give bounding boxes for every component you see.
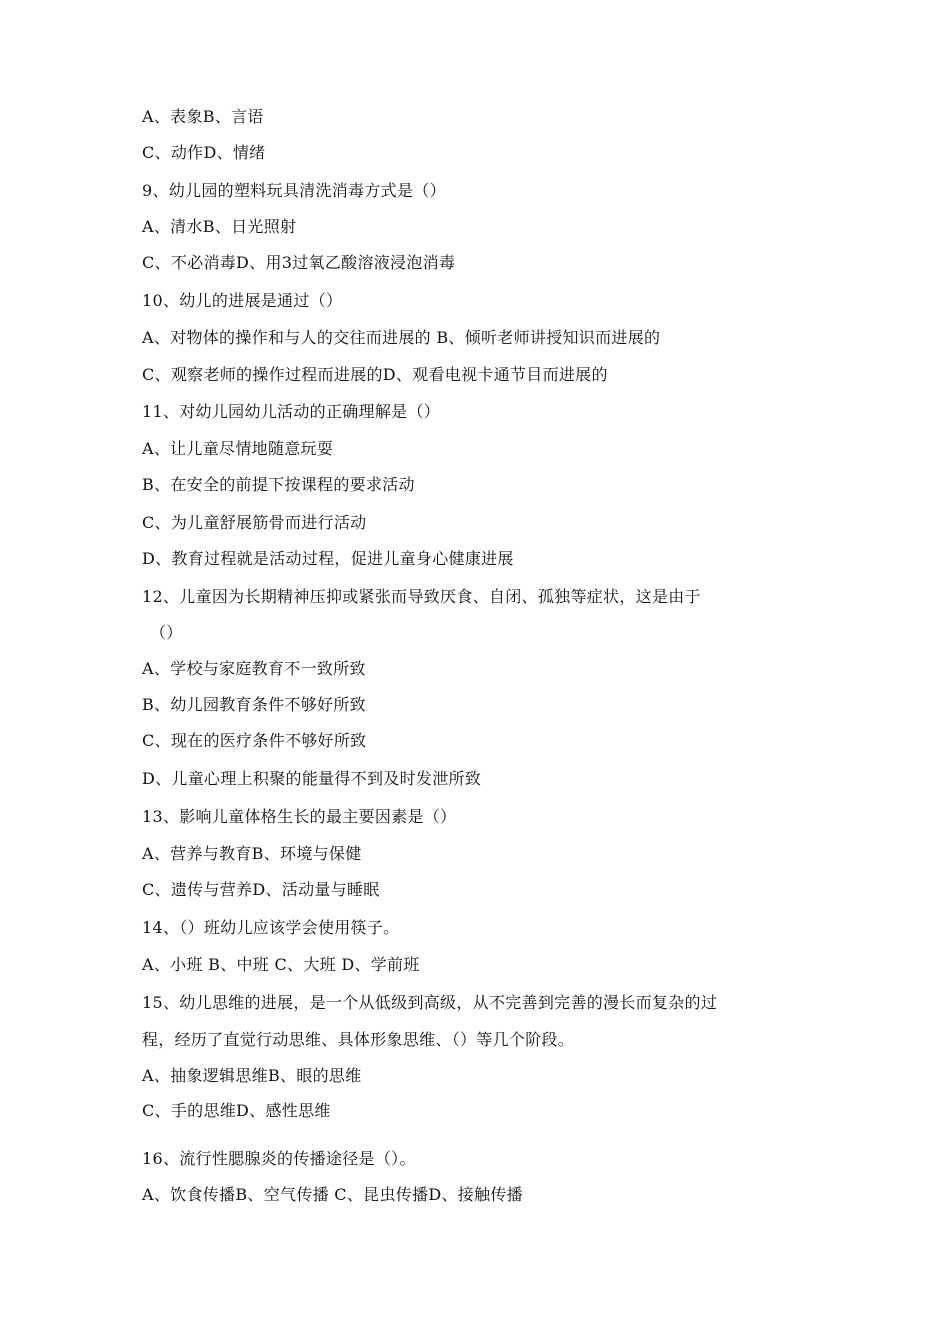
option-12c: C、现在的医疗条件不够好所致 xyxy=(142,731,367,750)
question-10: 10、幼儿的进展是通过（） xyxy=(142,291,343,310)
option-line-10a: A、对物体的操作和与人的交往而进展的 B、倾听老师讲授知识而进展的 xyxy=(142,328,661,347)
question-16: 16、流行性腮腺炎的传播途径是（）。 xyxy=(142,1149,416,1168)
question-15-continued: 程，经历了直觉行动思维、具体形象思维、（）等几个阶段。 xyxy=(142,1030,575,1049)
option-12b: B、幼儿园教育条件不够好所致 xyxy=(142,695,366,714)
option-11a: A、让儿童尽情地随意玩耍 xyxy=(142,439,334,458)
options-16: A、饮食传播B、空气传播 C、昆虫传播D、接触传播 xyxy=(142,1185,523,1204)
question-12: 12、儿童因为长期精神压抑或紧张而导致厌食、自闭、孤独等症状，这是由于 xyxy=(142,587,701,606)
option-12a: A、学校与家庭教育不一致所致 xyxy=(142,659,366,678)
option-line-9a: A、清水B、日光照射 xyxy=(142,217,297,236)
question-13: 13、影响儿童体格生长的最主要因素是（） xyxy=(142,807,457,826)
option-11c: C、为儿童舒展筋骨而进行活动 xyxy=(142,513,367,532)
option-line-8b: C、动作D、情绪 xyxy=(142,143,266,162)
options-14: A、小班 B、中班 C、大班 D、学前班 xyxy=(142,955,420,974)
question-9: 9、幼儿园的塑料玩具清洗消毒方式是（） xyxy=(142,181,446,200)
option-line-8a: A、表象B、言语 xyxy=(142,107,264,126)
option-line-15a: A、抽象逻辑思维B、眼的思维 xyxy=(142,1066,362,1085)
question-11: 11、对幼儿园幼儿活动的正确理解是（） xyxy=(142,402,441,421)
option-line-13b: C、遗传与营养D、活动量与睡眠 xyxy=(142,880,380,899)
option-line-10b: C、观察老师的操作过程而进展的D、观看电视卡通节目而进展的 xyxy=(142,365,608,384)
option-12d: D、儿童心理上积聚的能量得不到及时发泄所致 xyxy=(142,769,482,788)
option-line-13a: A、营养与教育B、环境与保健 xyxy=(142,844,362,863)
option-line-15b: C、手的思维D、感性思维 xyxy=(142,1101,331,1120)
option-11b: B、在安全的前提下按课程的要求活动 xyxy=(142,475,415,494)
question-12-continued: （） xyxy=(150,623,183,642)
question-14: 14、（）班幼儿应该学会使用筷子。 xyxy=(142,918,400,937)
option-line-9b: C、不必消毒D、用3过氧乙酸溶液浸泡消毒 xyxy=(142,253,456,272)
question-15: 15、幼儿思维的进展，是一个从低级到高级，从不完善到完善的漫长而复杂的过 xyxy=(142,993,718,1012)
option-11d: D、教育过程就是活动过程，促进儿童身心健康进展 xyxy=(142,549,514,568)
